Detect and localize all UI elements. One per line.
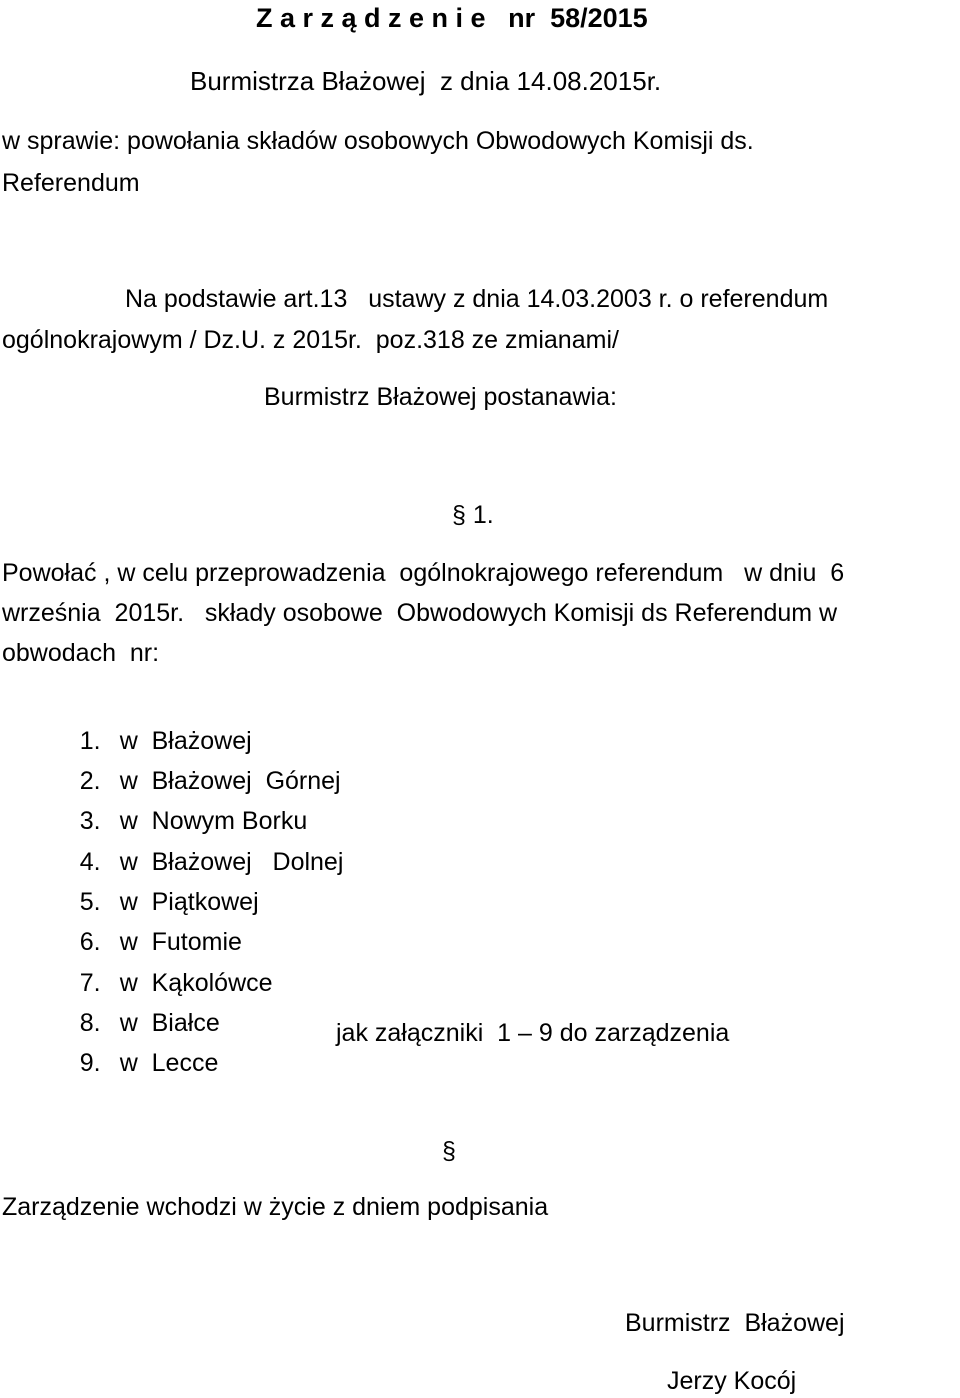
list-item-text: w Nowym Borku xyxy=(119,807,308,835)
section-1-line-3: obwodach nr: xyxy=(2,639,160,667)
list-item-number: 7. xyxy=(79,969,101,997)
list-item-text: w Piątkowej xyxy=(119,888,259,916)
document-title: Z a r z ą d z e n i e nr 58/2015 xyxy=(256,3,648,33)
subject-line-1: w sprawie: powołania składów osobowych Obwodowych Komisji ds. xyxy=(2,127,754,155)
list-item-number: 4. xyxy=(79,848,101,876)
legal-basis-line-1: Na podstawie art.13 ustawy z dnia 14.03.2003 r. o referendum xyxy=(125,285,829,313)
list-item-number: 3. xyxy=(79,807,101,835)
section-1-line-2: września 2015r. składy osobowe Obwodowych Komisji ds Referendum w xyxy=(2,599,838,627)
list-item-text: w Błażowej Dolnej xyxy=(119,848,344,876)
list-item-text: w Białce xyxy=(119,1009,220,1037)
signature-role: Burmistrz Błażowej xyxy=(625,1309,845,1337)
list-item-text: w Błażowej xyxy=(119,727,252,755)
legal-basis-line-2: ogólnokrajowym / Dz.U. z 2015r. poz.318 ze zmianami/ xyxy=(2,326,619,354)
list-item-text: w Kąkolówce xyxy=(119,969,273,997)
signature-name: Jerzy Kocój xyxy=(667,1367,797,1395)
list-item-text: w Futomie xyxy=(119,928,242,956)
list-item-number: 9. xyxy=(79,1049,101,1077)
section-1-line-1: Powołać , w celu przeprowadzenia ogólnokrajowego referendum w dniu 6 xyxy=(2,559,845,587)
list-item-number: 1. xyxy=(79,727,101,755)
list-item-number: 8. xyxy=(79,1009,101,1037)
attachment-note: jak załączniki 1 – 9 do zarządzenia xyxy=(336,1019,730,1047)
list-item-number: 2. xyxy=(79,767,101,795)
list-item xyxy=(38,1018,218,1108)
list-item-number: 6. xyxy=(79,928,101,956)
decree-statement: Burmistrz Błażowej postanawia: xyxy=(264,383,617,411)
list-item-number: 5. xyxy=(79,888,101,916)
section-1-mark: § 1. xyxy=(452,501,494,529)
issuer-date: Burmistrza Błażowej z dnia 14.08.2015r. xyxy=(190,66,662,96)
list-item-text: w Lecce xyxy=(119,1049,219,1077)
list-item-text: w Błażowej Górnej xyxy=(119,767,341,795)
subject-line-2: Referendum xyxy=(2,169,140,197)
section-2-text: Zarządzenie wchodzi w życie z dniem podpisania xyxy=(2,1193,549,1221)
section-2-mark: § xyxy=(442,1137,456,1165)
